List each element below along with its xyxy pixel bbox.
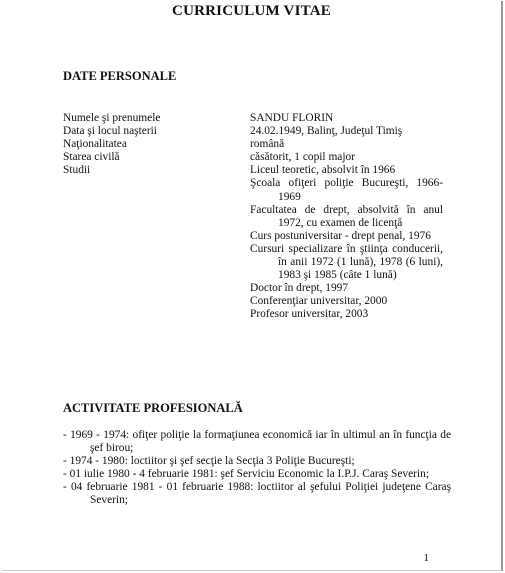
- document-page: [2, 1, 503, 571]
- value-birth: 24.02.1949, Balinţ, Judeţul Timiş: [250, 125, 403, 138]
- study-entry: Facultatea de drept, absolvită în anul 1972, cu examen de licenţă: [250, 203, 443, 229]
- label-birth: Data şi locul naşterii: [63, 125, 157, 138]
- section-heading-personal: DATE PERSONALE: [63, 69, 177, 83]
- section-heading-professional: ACTIVITATE PROFESIONALĂ: [63, 401, 243, 415]
- label-name: Numele şi prenumele: [63, 112, 161, 124]
- study-entry: Cursuri specializare în ştiinţa conducerii, în anii 1972 (1 lună), 1978 (6 luni), 1983 şi 1985 (câte 1 lună): [250, 242, 443, 282]
- document-title: CURRICULUM VITAE: [172, 3, 331, 19]
- list-item: - 04 februarie 1981 - 01 februarie 1988: loctiitor al şefului Poliţiei judeţene Caraş Severin;: [63, 481, 451, 507]
- value-name: SANDU FLORIN: [250, 112, 334, 124]
- list-item: - 1974 - 1980: loctiitor şi şef secţie la Secţia 3 Poliţie Bucureşti;: [63, 455, 355, 468]
- personal-values: [250, 112, 443, 322]
- study-entry: Liceul teoretic, absolvit în 1966: [250, 164, 396, 177]
- study-entry: Doctor în drept, 1997: [250, 282, 349, 295]
- list-item: - 01 iulie 1980 - 4 februarie 1981: şef Serviciu Economic la I.P.J. Caraş Severin;: [63, 468, 429, 481]
- list-item: - 1969 - 1974: ofiţer poliţie la formaţiunea economică iar în ultimul an în funcţia de şef birou;: [63, 429, 451, 455]
- study-entry: Conferenţiar universitar, 2000: [250, 295, 388, 308]
- value-civil-status: căsătorit, 1 copil major: [250, 151, 356, 164]
- value-nationality: română: [250, 138, 285, 151]
- label-studies: Studii: [63, 164, 91, 177]
- page-number: 1: [423, 552, 429, 564]
- label-civil-status: Starea civilă: [63, 151, 120, 164]
- label-nationality: Naţionalitatea: [63, 138, 127, 151]
- study-entry: Curs postuniversitar - drept penal, 1976: [250, 229, 431, 242]
- study-entry: Profesor universitar, 2003: [250, 308, 369, 321]
- personal-labels: [63, 112, 160, 177]
- study-entry: Şcoala ofiţeri poliţie Bucureşti, 1966-1969: [250, 177, 443, 203]
- professional-list: [63, 429, 451, 508]
